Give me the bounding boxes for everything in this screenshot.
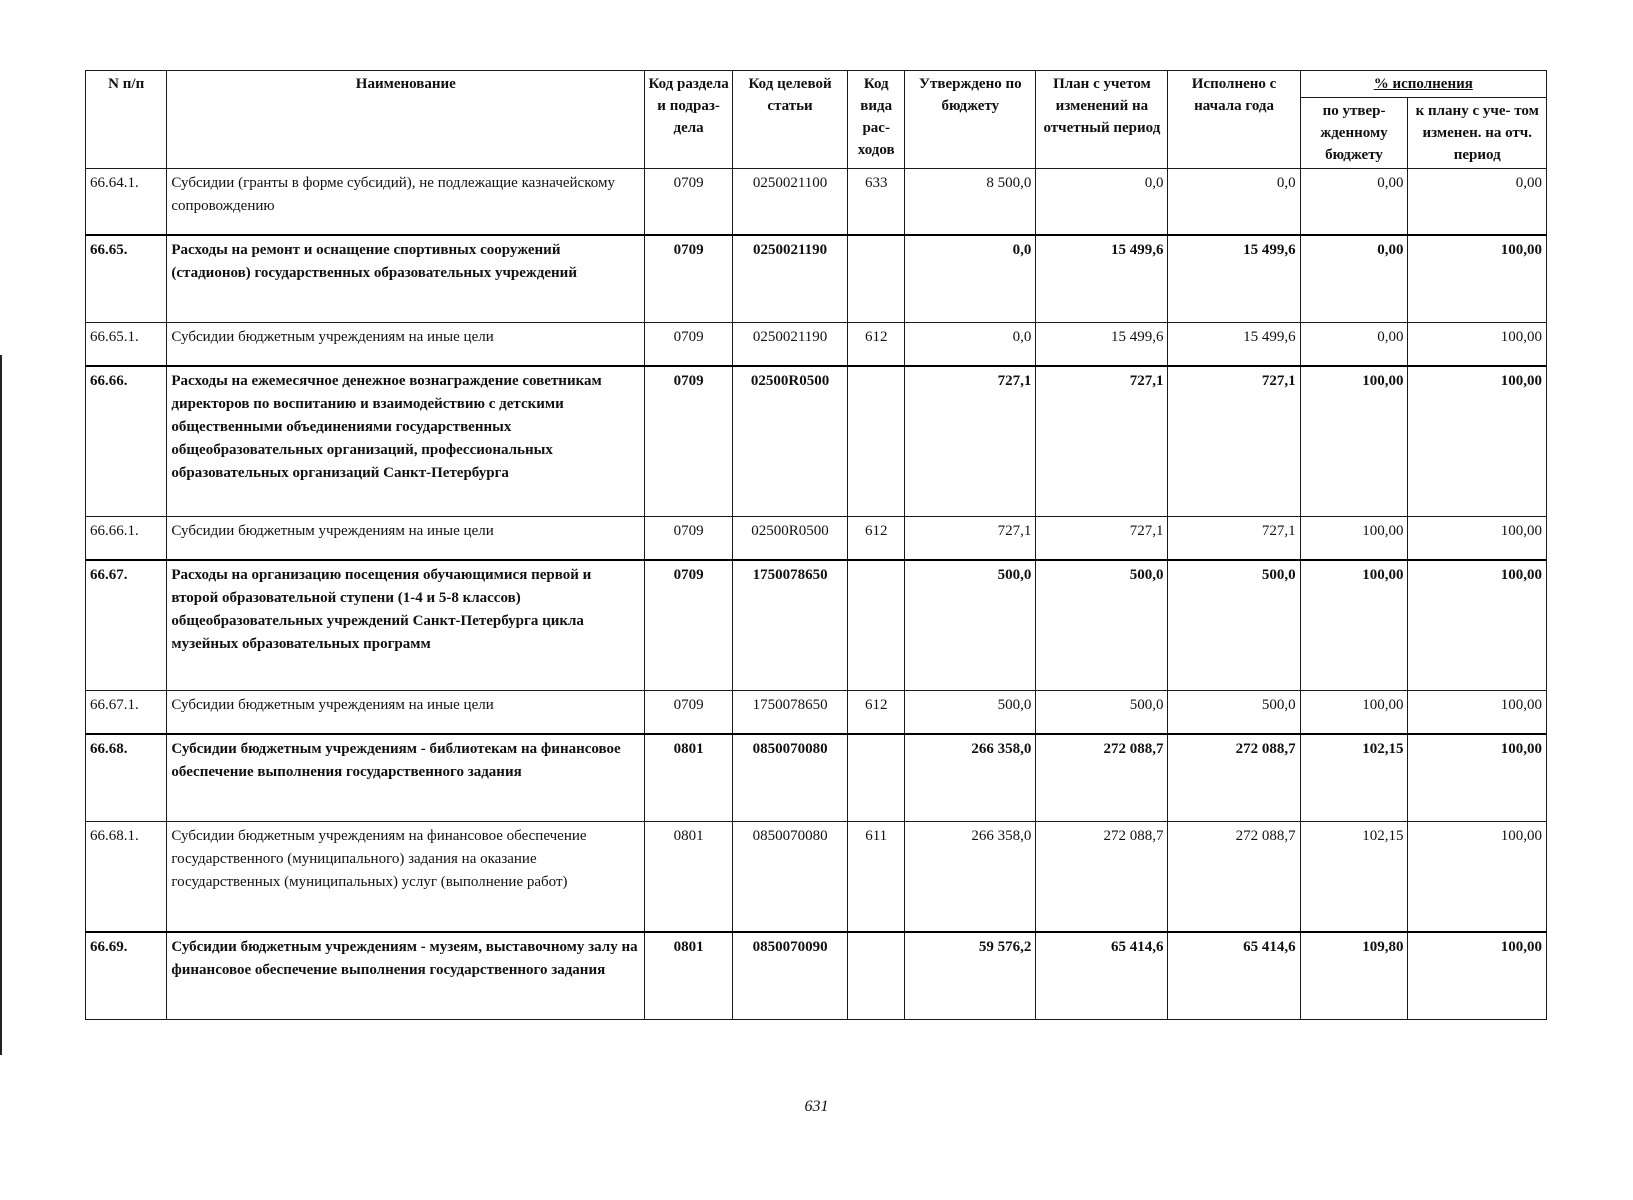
row-expense-code: 612 (848, 517, 905, 560)
header-approved: Утверждено по бюджету (905, 71, 1036, 169)
row-target-code: 0850070090 (732, 932, 847, 1020)
row-pct-plan: 100,00 (1408, 691, 1547, 734)
table-row (86, 691, 1547, 734)
row-approved: 500,0 (905, 691, 1036, 734)
row-section-code: 0709 (645, 517, 733, 560)
table-row (86, 932, 1547, 1020)
table-row (86, 734, 1547, 822)
row-plan: 272 088,7 (1036, 822, 1168, 932)
row-pct-budget: 100,00 (1300, 366, 1408, 517)
row-section-code: 0709 (645, 235, 733, 323)
row-target-code: 1750078650 (732, 560, 847, 691)
row-plan: 500,0 (1036, 560, 1168, 691)
row-expense-code: 611 (848, 822, 905, 932)
row-pct-plan: 100,00 (1408, 560, 1547, 691)
header-name: Наименование (167, 71, 645, 169)
row-npp: 66.64.1. (86, 169, 167, 235)
row-name: Субсидии бюджетным учреждениям на финансовое обеспечение государственного (муниципального) задания на оказание государственных (муниципальных) услуг (выполнение работ) (167, 822, 645, 932)
row-executed: 727,1 (1168, 366, 1300, 517)
row-target-code: 02500R0500 (732, 366, 847, 517)
row-pct-plan: 100,00 (1408, 932, 1547, 1020)
row-target-code: 0250021100 (732, 169, 847, 235)
header-expense-code: Код вида рас- ходов (848, 71, 905, 169)
row-expense-code (848, 734, 905, 822)
row-pct-plan: 0,00 (1408, 169, 1547, 235)
row-name: Субсидии бюджетным учреждениям на иные цели (167, 517, 645, 560)
row-executed: 500,0 (1168, 560, 1300, 691)
row-executed: 65 414,6 (1168, 932, 1300, 1020)
row-target-code: 02500R0500 (732, 517, 847, 560)
row-npp: 66.67.1. (86, 691, 167, 734)
row-expense-code (848, 560, 905, 691)
row-expense-code: 612 (848, 323, 905, 366)
header-section-code: Код раздела и подраз- дела (645, 71, 733, 169)
row-npp: 66.65. (86, 235, 167, 323)
row-expense-code (848, 932, 905, 1020)
row-pct-budget: 100,00 (1300, 517, 1408, 560)
row-expense-code: 633 (848, 169, 905, 235)
row-approved: 500,0 (905, 560, 1036, 691)
row-plan: 15 499,6 (1036, 235, 1168, 323)
row-pct-budget: 102,15 (1300, 822, 1408, 932)
row-executed: 15 499,6 (1168, 235, 1300, 323)
row-target-code: 0250021190 (732, 323, 847, 366)
row-pct-budget: 109,80 (1300, 932, 1408, 1020)
row-section-code: 0709 (645, 366, 733, 517)
scan-edge-line (0, 355, 2, 1055)
table-row (86, 822, 1547, 932)
row-name: Субсидии (гранты в форме субсидий), не подлежащие казначейскому сопровождению (167, 169, 645, 235)
table-row (86, 169, 1547, 235)
header-executed: Исполнено с начала года (1168, 71, 1300, 169)
row-pct-budget: 100,00 (1300, 691, 1408, 734)
header-target-code: Код целевой статьи (732, 71, 847, 169)
row-expense-code (848, 366, 905, 517)
row-approved: 59 576,2 (905, 932, 1036, 1020)
row-section-code: 0709 (645, 691, 733, 734)
row-name: Субсидии бюджетным учреждениям - библиотекам на финансовое обеспечение выполнения государственного задания (167, 734, 645, 822)
row-approved: 266 358,0 (905, 734, 1036, 822)
row-pct-plan: 100,00 (1408, 235, 1547, 323)
header-pct-plan: к плану с уче- том изменен. на отч. период (1408, 98, 1547, 169)
row-npp: 66.68. (86, 734, 167, 822)
header-npp: N п/п (86, 71, 167, 169)
row-name: Расходы на ремонт и оснащение спортивных сооружений (стадионов) государственных образовательных учреждений (167, 235, 645, 323)
row-approved: 266 358,0 (905, 822, 1036, 932)
row-plan: 0,0 (1036, 169, 1168, 235)
row-pct-budget: 0,00 (1300, 235, 1408, 323)
row-approved: 727,1 (905, 366, 1036, 517)
row-executed: 0,0 (1168, 169, 1300, 235)
row-approved: 0,0 (905, 323, 1036, 366)
row-npp: 66.66.1. (86, 517, 167, 560)
row-plan: 65 414,6 (1036, 932, 1168, 1020)
header-plan: План с учетом изменений на отчетный период (1036, 71, 1168, 169)
row-npp: 66.66. (86, 366, 167, 517)
row-name: Субсидии бюджетным учреждениям - музеям, выставочному залу на финансовое обеспечение выполнения государственного задания (167, 932, 645, 1020)
row-pct-budget: 0,00 (1300, 323, 1408, 366)
row-pct-plan: 100,00 (1408, 822, 1547, 932)
row-executed: 15 499,6 (1168, 323, 1300, 366)
row-plan: 15 499,6 (1036, 323, 1168, 366)
budget-execution-table (85, 70, 1547, 1020)
row-npp: 66.69. (86, 932, 167, 1020)
row-plan: 727,1 (1036, 517, 1168, 560)
row-executed: 272 088,7 (1168, 734, 1300, 822)
table-row (86, 517, 1547, 560)
row-executed: 727,1 (1168, 517, 1300, 560)
row-section-code: 0709 (645, 323, 733, 366)
row-plan: 727,1 (1036, 366, 1168, 517)
row-section-code: 0801 (645, 822, 733, 932)
row-target-code: 0850070080 (732, 734, 847, 822)
row-name: Субсидии бюджетным учреждениям на иные цели (167, 691, 645, 734)
row-pct-plan: 100,00 (1408, 366, 1547, 517)
row-npp: 66.68.1. (86, 822, 167, 932)
row-pct-plan: 100,00 (1408, 734, 1547, 822)
row-name: Субсидии бюджетным учреждениям на иные цели (167, 323, 645, 366)
row-target-code: 1750078650 (732, 691, 847, 734)
row-name: Расходы на организацию посещения обучающимися первой и второй образовательной ступени (1-4 и 5-8 классов) общеобразовательных учреждений Санкт-Петербурга цикла музейных образовательных программ (167, 560, 645, 691)
row-plan: 272 088,7 (1036, 734, 1168, 822)
row-pct-budget: 102,15 (1300, 734, 1408, 822)
table-row (86, 560, 1547, 691)
row-expense-code (848, 235, 905, 323)
header-pct-budget: по утвер- жденному бюджету (1300, 98, 1408, 169)
row-section-code: 0709 (645, 560, 733, 691)
row-target-code: 0250021190 (732, 235, 847, 323)
table-row (86, 323, 1547, 366)
row-plan: 500,0 (1036, 691, 1168, 734)
row-pct-budget: 100,00 (1300, 560, 1408, 691)
row-section-code: 0709 (645, 169, 733, 235)
row-npp: 66.65.1. (86, 323, 167, 366)
page-number: 631 (804, 1098, 829, 1115)
row-pct-plan: 100,00 (1408, 323, 1547, 366)
row-section-code: 0801 (645, 932, 733, 1020)
row-executed: 500,0 (1168, 691, 1300, 734)
row-pct-budget: 0,00 (1300, 169, 1408, 235)
table-row (86, 235, 1547, 323)
row-target-code: 0850070080 (732, 822, 847, 932)
row-approved: 727,1 (905, 517, 1036, 560)
row-section-code: 0801 (645, 734, 733, 822)
row-npp: 66.67. (86, 560, 167, 691)
row-executed: 272 088,7 (1168, 822, 1300, 932)
table-header (86, 71, 1547, 169)
row-approved: 0,0 (905, 235, 1036, 323)
row-approved: 8 500,0 (905, 169, 1036, 235)
header-pct-group: % исполнения (1300, 71, 1546, 98)
row-name: Расходы на ежемесячное денежное вознаграждение советникам директоров по воспитанию и взаимодействию с детскими общественными объединениями государственных общеобразовательных организаций, профессиональных образовательных организаций Санкт-Петербурга (167, 366, 645, 517)
table-row (86, 366, 1547, 517)
row-expense-code: 612 (848, 691, 905, 734)
row-pct-plan: 100,00 (1408, 517, 1547, 560)
